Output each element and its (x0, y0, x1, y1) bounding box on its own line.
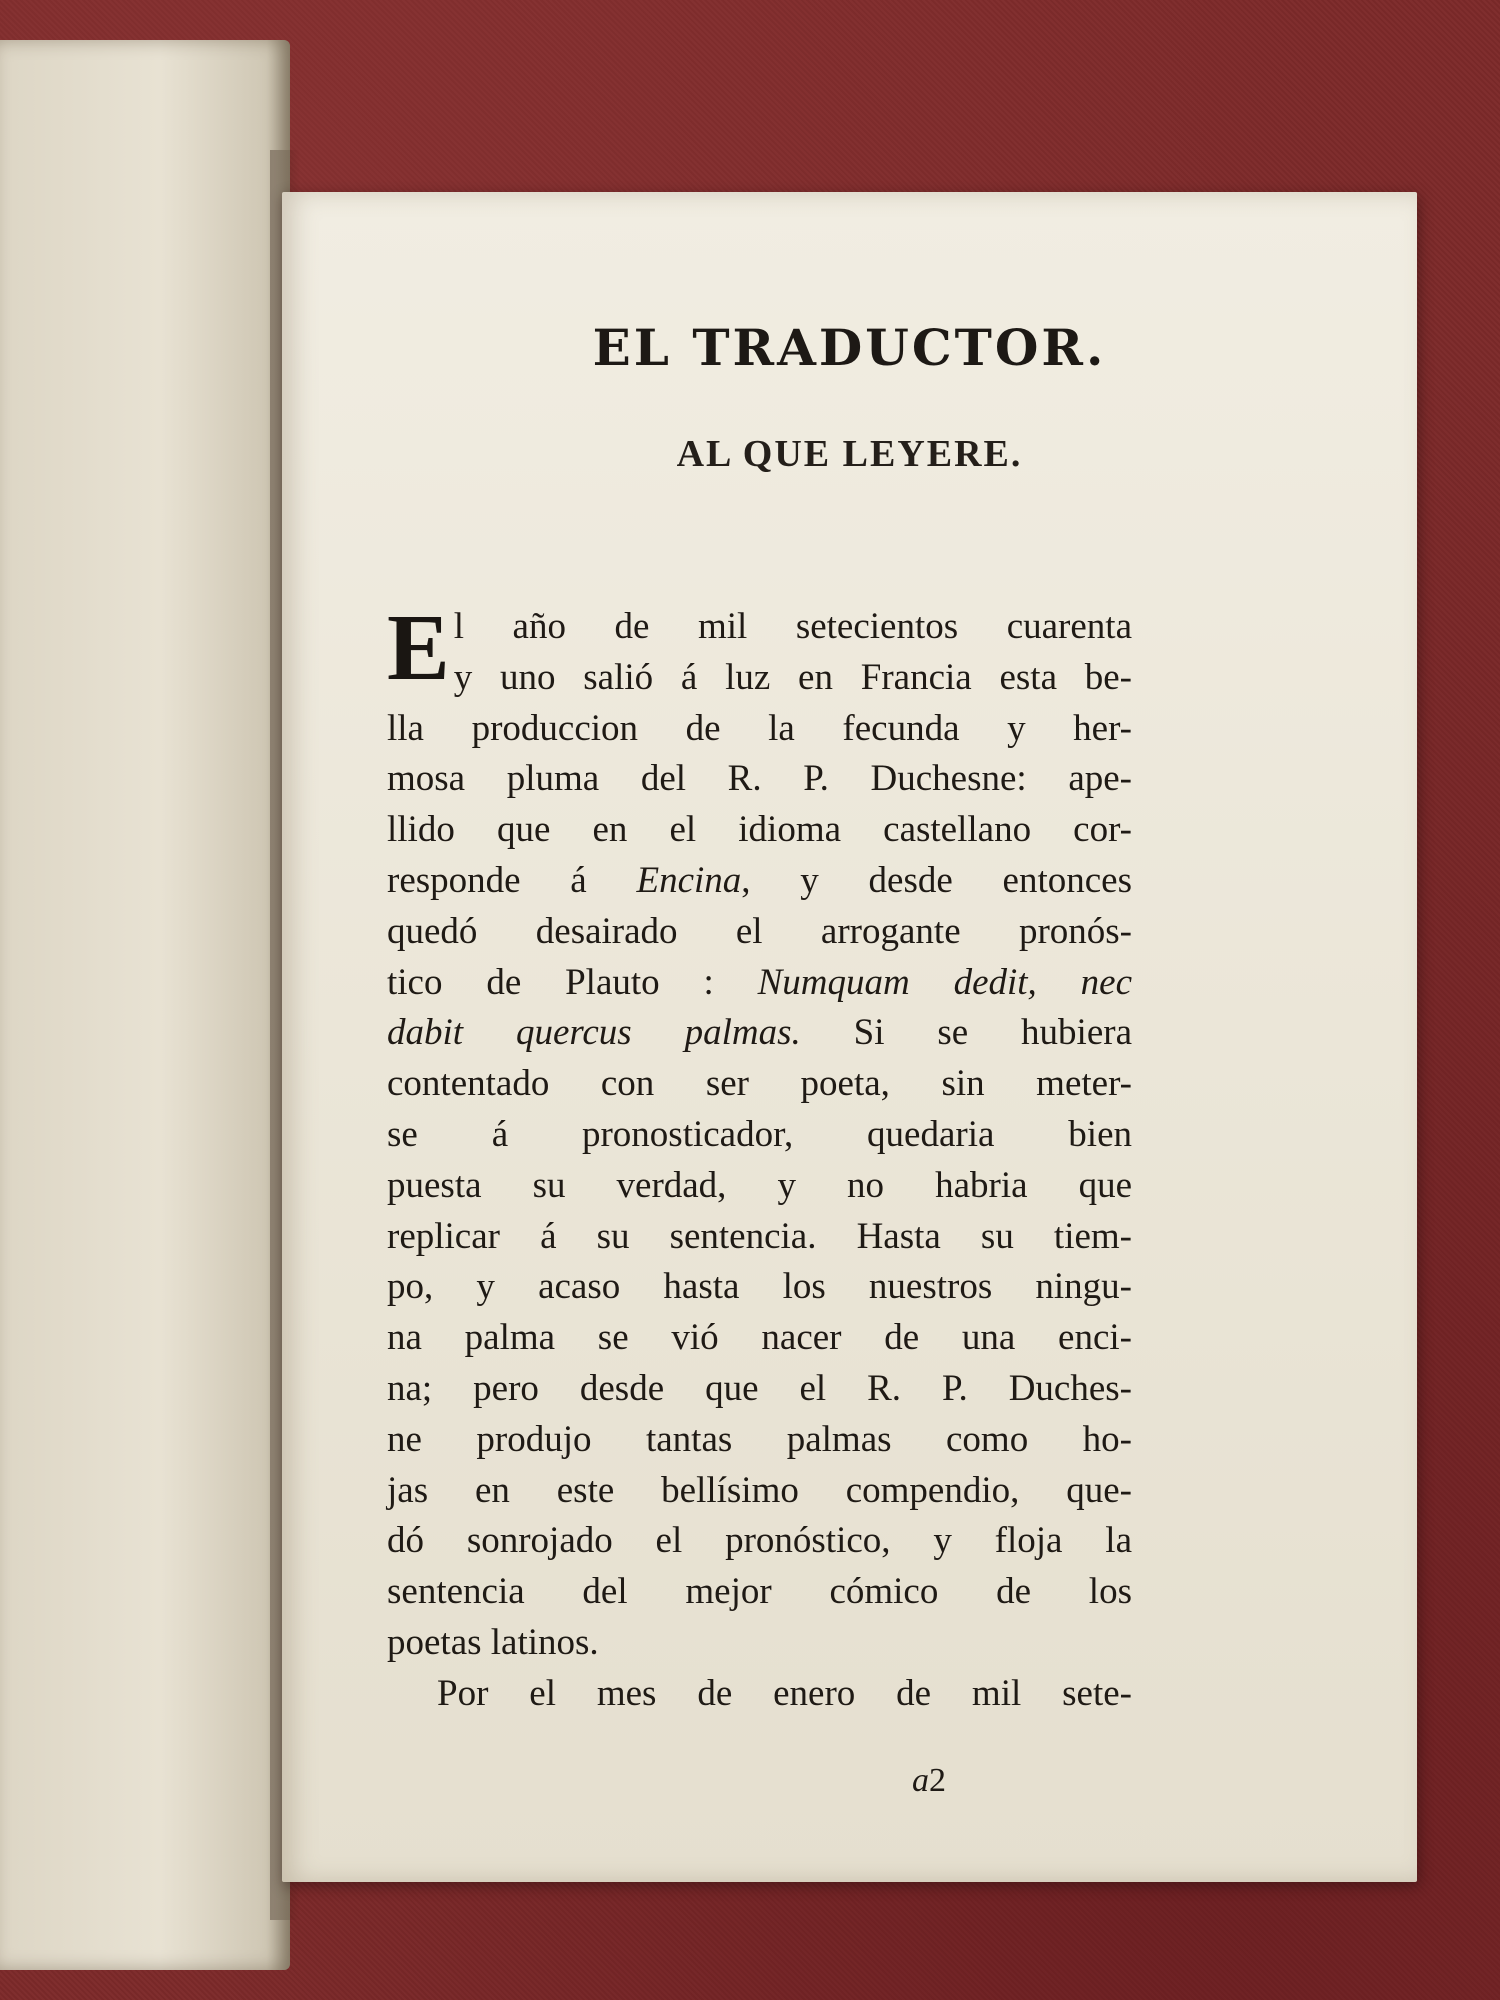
text-line: na; pero desde que el R. P. Duches- (387, 1367, 1132, 1409)
book-page (282, 192, 1417, 1882)
text-line-with-italic (387, 1008, 1132, 1059)
text-line: se á pronosticador, quedaria bien (387, 1113, 1132, 1155)
previous-page (0, 40, 290, 1970)
text-line: poetas latinos. (387, 1621, 599, 1663)
italic-fragment: dabit quercus palmas. (387, 1012, 801, 1054)
signature-mark (912, 1762, 946, 1800)
italic-fragment: Encina (636, 859, 742, 901)
text-fragment: tico de Plauto : (387, 961, 758, 1003)
text-line: sentencia del mejor cómico de los (387, 1571, 1132, 1613)
text-line: llido que en el idioma castellano cor- (387, 809, 1132, 851)
signature-number: 2 (929, 1762, 946, 1799)
drop-cap: E (387, 596, 450, 700)
text-line: dó sonrojado el pronóstico, y floja la (387, 1520, 1132, 1562)
text-fragment: , y desde entonces (741, 859, 1132, 901)
text-line: puesta su verdad, y no habria que (387, 1164, 1132, 1206)
text-line: po, y acaso hasta los nuestros ningu- (387, 1266, 1132, 1308)
text-line-with-italic (387, 856, 1132, 907)
text-line: Por el mes de enero de mil sete- (437, 1672, 1132, 1714)
text-line: quedó desairado el arrogante pronós- (387, 910, 1132, 952)
signature-letter: a (912, 1762, 929, 1799)
page-title: EL TRADUCTOR. (592, 318, 1107, 377)
body-text (387, 596, 1132, 1720)
text-line: jas en este bellísimo compendio, que- (387, 1469, 1132, 1511)
page-subtitle: AL QUE LEYERE. (676, 433, 1023, 475)
text-line: y uno salió á luz en Francia esta be- (453, 656, 1132, 698)
text-fragment: Si se hubiera (800, 1012, 1132, 1054)
text-line: l año de mil setecientos cuarenta (453, 606, 1132, 647)
text-line-with-italic (387, 958, 1132, 1009)
text-line: mosa pluma del R. P. Duchesne: ape- (387, 758, 1132, 800)
text-line: na palma se vió nacer de una enci- (387, 1317, 1132, 1359)
text-fragment: responde á (387, 859, 637, 901)
text-line: contentado con ser poeta, sin meter- (387, 1063, 1132, 1105)
text-line: replicar á su sentencia. Hasta su tiem- (387, 1215, 1132, 1257)
text-line: ne produjo tantas palmas como ho- (387, 1418, 1132, 1460)
text-line: lla produccion de la fecunda y her- (387, 707, 1132, 749)
italic-fragment: Numquam dedit, nec (757, 961, 1132, 1003)
